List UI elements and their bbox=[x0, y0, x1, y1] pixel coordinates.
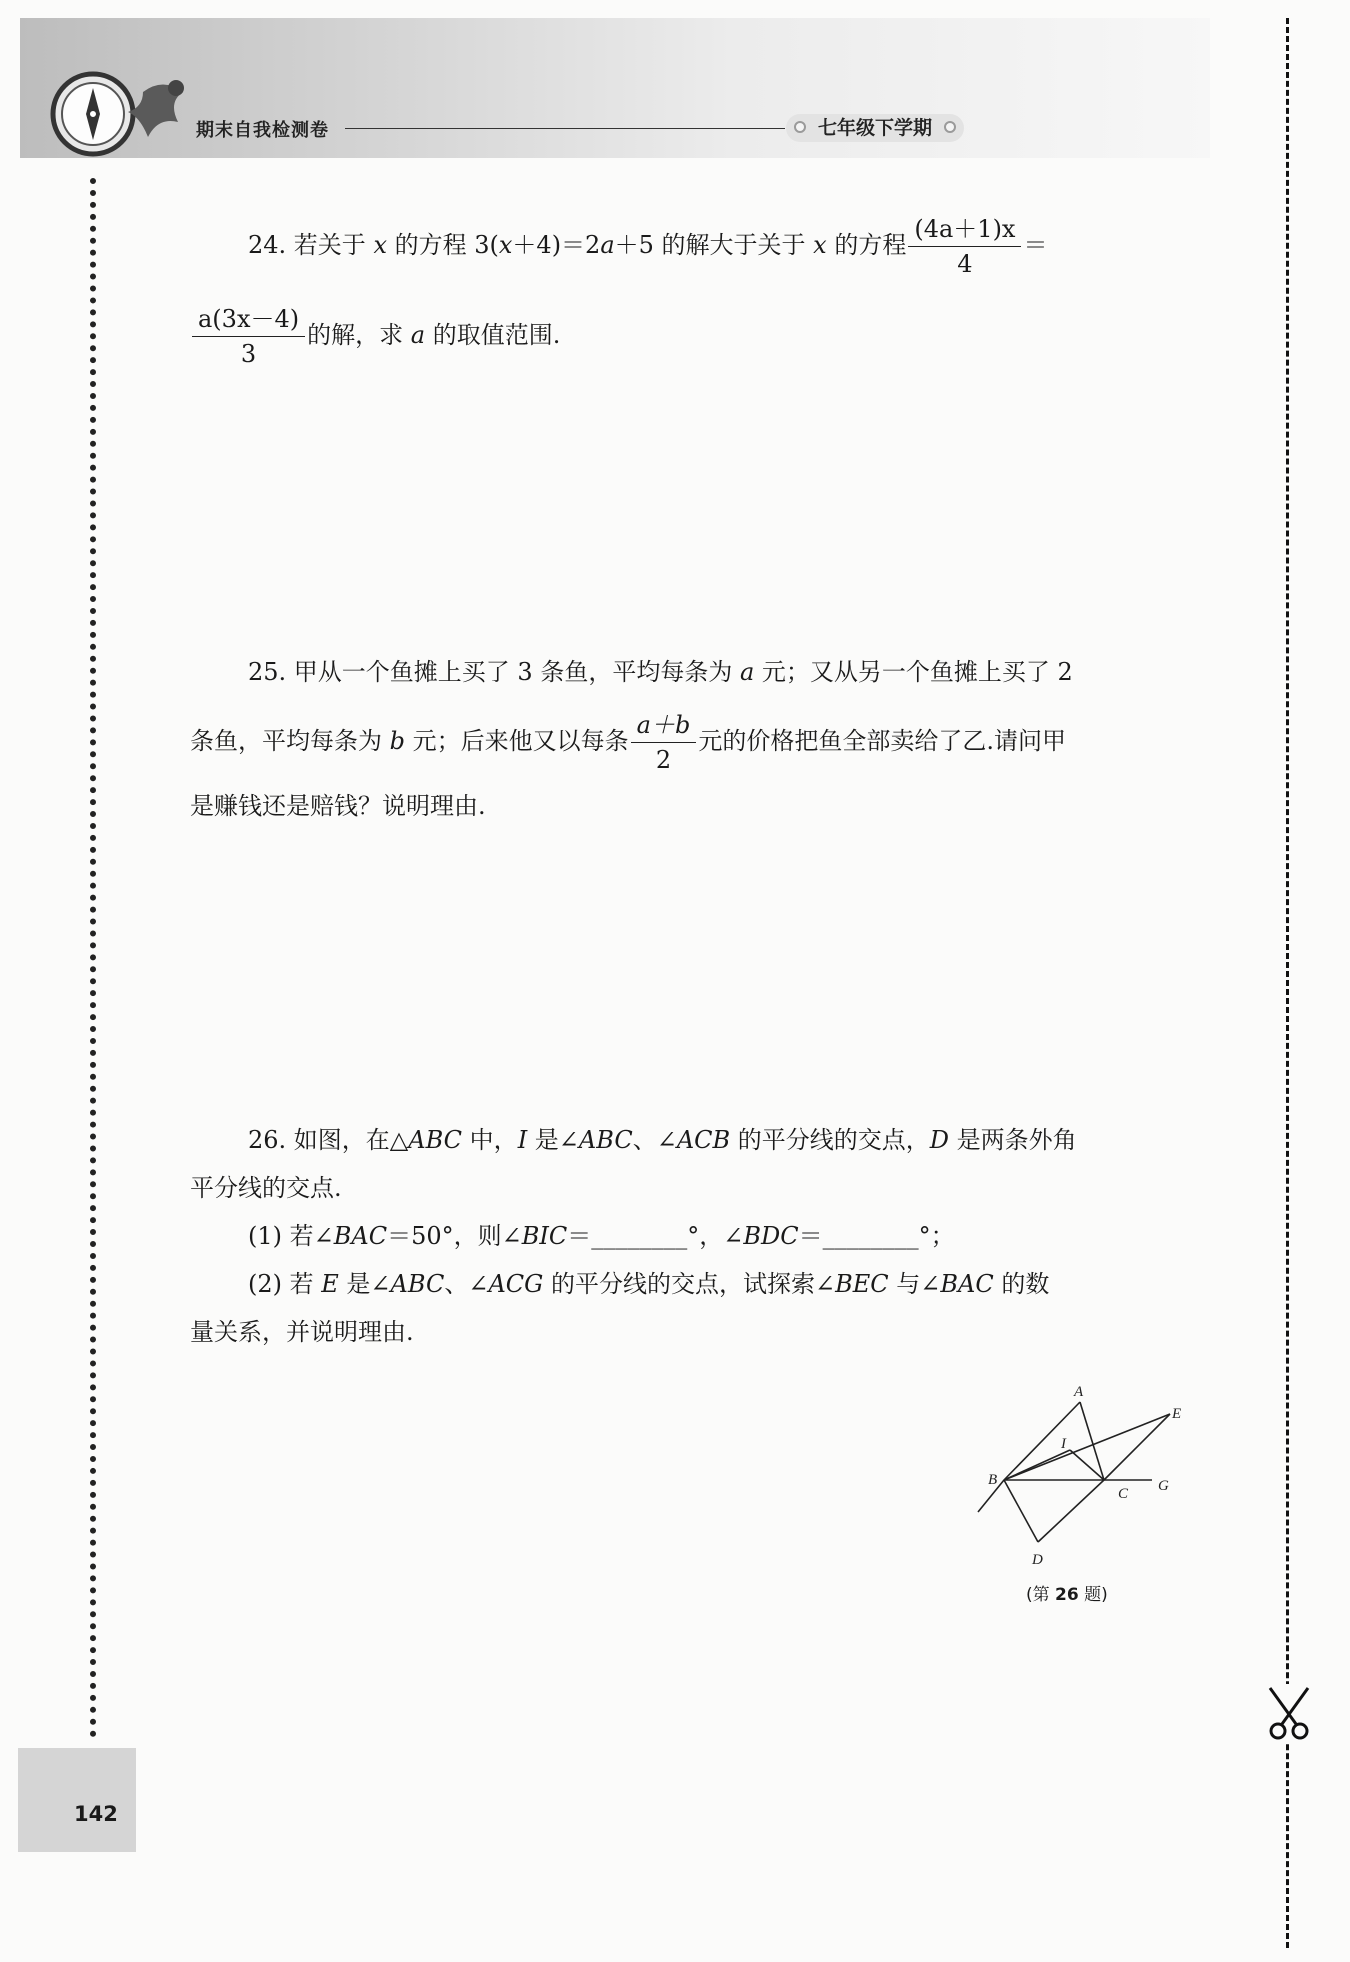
compass-logo-icon bbox=[48, 62, 198, 162]
fraction-numerator: a＋b bbox=[631, 708, 697, 743]
q24-fraction-1 bbox=[908, 212, 1021, 281]
label-B: B bbox=[988, 1472, 998, 1488]
q25-var: b bbox=[389, 727, 406, 755]
q26-var: E bbox=[321, 1270, 339, 1298]
fraction-denominator: 2 bbox=[655, 746, 672, 774]
q25-text: 元的价格把鱼全部卖给了乙.请问甲 bbox=[698, 727, 1066, 755]
q25-line-3 bbox=[190, 790, 486, 822]
label-G: G bbox=[1158, 1478, 1169, 1494]
q24-var: x bbox=[498, 231, 513, 259]
q26-var: BIC bbox=[521, 1222, 568, 1250]
q24-line-1 bbox=[248, 212, 1047, 281]
scissors-icon bbox=[1262, 1684, 1316, 1742]
q25-text: 元；后来他又以每条 bbox=[405, 727, 629, 755]
label-I: I bbox=[1061, 1436, 1066, 1452]
cut-dashed-line bbox=[1286, 18, 1289, 1948]
q24-var: x bbox=[813, 231, 827, 259]
fraction-numerator: (4a＋1)x bbox=[908, 212, 1021, 247]
q24-var: x bbox=[373, 231, 387, 259]
q24-equals: ＝ bbox=[1023, 231, 1048, 259]
q25-fraction bbox=[631, 708, 697, 777]
label-E: E bbox=[1172, 1406, 1182, 1422]
q26-text: 平分线的交点. bbox=[190, 1174, 342, 1202]
q26-text: 是两条外角 bbox=[949, 1126, 1077, 1154]
header-rule bbox=[345, 128, 785, 129]
q26-part-1 bbox=[248, 1220, 955, 1252]
fraction-denominator: 3 bbox=[240, 340, 257, 368]
q25-line-2 bbox=[190, 708, 1066, 777]
q26-var: D bbox=[929, 1126, 950, 1154]
q26-part-2 bbox=[248, 1268, 1049, 1300]
q26-text: 是∠ bbox=[338, 1270, 391, 1298]
q26-line-2 bbox=[190, 1172, 342, 1204]
q26-var: BEC bbox=[835, 1270, 889, 1298]
label-C: C bbox=[1118, 1486, 1129, 1502]
header-badge-label: 七年级下学期 bbox=[818, 117, 933, 139]
q25-text: 元；又从另一个鱼摊上买了 2 bbox=[754, 658, 1073, 686]
q26-line-1 bbox=[248, 1124, 1077, 1156]
q26-var: ABC bbox=[578, 1126, 633, 1154]
caption-text: (第 bbox=[1026, 1585, 1056, 1605]
line-CD bbox=[1038, 1480, 1104, 1542]
q26-var: I bbox=[517, 1126, 528, 1154]
badge-dot-left bbox=[794, 121, 806, 133]
q24-text: 的方程 bbox=[826, 231, 907, 259]
binding-dotted-line bbox=[90, 178, 96, 1738]
q26-var: ACG bbox=[488, 1270, 544, 1298]
line-CE bbox=[1104, 1414, 1170, 1480]
q26-var: BAC bbox=[333, 1222, 388, 1250]
caption-number: 26 bbox=[1055, 1585, 1079, 1605]
header-badge bbox=[786, 114, 964, 142]
q26-text: 是∠ bbox=[527, 1126, 579, 1154]
q24-text: 24. 若关于 bbox=[248, 231, 374, 259]
q26-text: 的数 bbox=[993, 1270, 1050, 1298]
q24-text: 的取值范围. bbox=[425, 321, 561, 349]
q24-var: a bbox=[410, 321, 426, 349]
line-AB bbox=[1004, 1402, 1080, 1480]
q26-text: 、∠ bbox=[632, 1126, 677, 1154]
q24-text: 的解，求 bbox=[307, 321, 411, 349]
q25-text: 是赚钱还是赔钱？说明理由. bbox=[190, 792, 486, 820]
q24-text: 的方程 3( bbox=[386, 231, 499, 259]
q26-text: 量关系，并说明理由. bbox=[190, 1318, 414, 1346]
q26-var: BAC bbox=[940, 1270, 994, 1298]
q26-line-last bbox=[190, 1316, 414, 1348]
line-BI bbox=[1004, 1450, 1070, 1480]
badge-dot-right bbox=[944, 121, 956, 133]
q24-text: ＋5 的解大于关于 bbox=[614, 231, 814, 259]
q26-text: ＝50°，则∠ bbox=[387, 1222, 522, 1250]
q26-text: 26. 如图，在△ bbox=[248, 1126, 409, 1154]
triangle-figure bbox=[960, 1380, 1190, 1580]
q26-text: 与∠ bbox=[888, 1270, 941, 1298]
q25-text: 25. 甲从一个鱼摊上买了 3 条鱼，平均每条为 bbox=[248, 658, 740, 686]
q26-var: ACB bbox=[676, 1126, 731, 1154]
page-number: 142 bbox=[74, 1802, 118, 1826]
q24-var: a bbox=[600, 231, 615, 259]
q26-text: ＝________°； bbox=[798, 1222, 955, 1250]
q26-var: BDC bbox=[743, 1222, 799, 1250]
q25-var: a bbox=[739, 658, 755, 686]
fraction-denominator: 4 bbox=[957, 250, 973, 278]
q24-fraction-2 bbox=[192, 302, 305, 371]
q24-line-2 bbox=[190, 302, 560, 371]
figure-caption bbox=[1026, 1580, 1108, 1605]
q26-var: ABC bbox=[390, 1270, 445, 1298]
q26-text: ＝________°，∠ bbox=[567, 1222, 744, 1250]
fraction-numerator: a(3x－4) bbox=[192, 302, 305, 337]
q26-text: 的平分线的交点，试探索∠ bbox=[543, 1270, 836, 1298]
page-number-box bbox=[18, 1748, 136, 1852]
label-D: D bbox=[1032, 1552, 1043, 1568]
line-BD bbox=[1004, 1480, 1038, 1542]
q25-line-1 bbox=[248, 656, 1073, 688]
q26-text: 中， bbox=[462, 1126, 518, 1154]
q25-text: 条鱼，平均每条为 bbox=[190, 727, 390, 755]
q26-text: 的平分线的交点， bbox=[730, 1126, 930, 1154]
q26-text: (1) 若∠ bbox=[248, 1222, 334, 1250]
header-title: 期末自我检测卷 bbox=[196, 120, 329, 141]
caption-text: 题) bbox=[1078, 1585, 1108, 1605]
q24-text: ＋4)＝2 bbox=[512, 231, 601, 259]
q26-var: ABC bbox=[408, 1126, 463, 1154]
label-A: A bbox=[1074, 1384, 1084, 1400]
q26-text: (2) 若 bbox=[248, 1270, 322, 1298]
q26-text: 、∠ bbox=[444, 1270, 489, 1298]
